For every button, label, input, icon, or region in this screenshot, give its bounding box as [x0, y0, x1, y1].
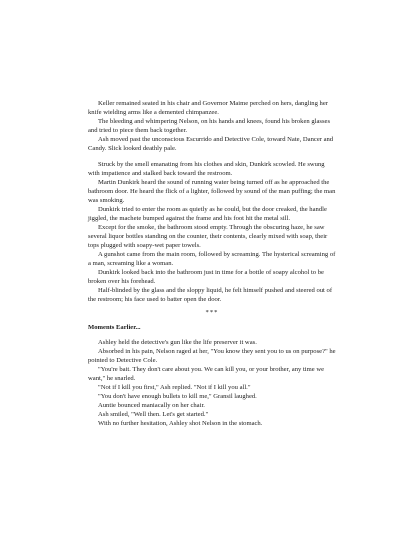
paragraph: Absorbed in his pain, Nelson raged at her, "You know they sent you to us on purpose?" he pointed to Detective Cole.: [88, 348, 336, 364]
paragraph: Half-blinded by the glass and the sloppy liquid, he felt himself pushed and steered out of the restroom; his face used to batter open the door.: [88, 287, 333, 303]
paragraph: The bleeding and whimpering Nelson, on his hands and knees, found his broken glasses and tried to piece them back together.: [88, 118, 331, 134]
paragraph: "You're bait. They don't care about you. We can kill you, or your brother, any time we want," he snarled.: [88, 366, 325, 382]
section-heading: Moments Earlier...: [88, 324, 141, 331]
paragraph: "You don't have enough bullets to kill me," Gransil laughed.: [98, 393, 257, 400]
paragraph: Dunkirk looked back into the bathroom just in time for a bottle of soapy alcohol to be broken over his forehead.: [88, 269, 324, 285]
paragraph: "Not if I kill you first," Ash replied. "Not if I kill you all.": [98, 384, 251, 391]
paragraph: Struck by the smell emanating from his clothes and skin, Dunkirk scowled. He swung with impatience and stalked back toward the restroom.: [88, 161, 325, 177]
story-text: [88, 99, 336, 428]
paragraph: Except for the smoke, the bathroom stood empty. Through the obscuring haze, he saw several liquor bottles standing on the counter, their contents, clearly mixed with soap, their tops plugged with soapy-wet paper towels.: [88, 224, 328, 249]
paragraph: Keller remained seated in his chair and Governor Maime perched on hers, dangling her knife wielding arms like a demented chimpanzee.: [88, 100, 328, 116]
paragraph: Dunkirk tried to enter the room as quietly as he could, but the door creaked, the handle jiggled, the machete bumped against the frame and his foot hit the metal sill.: [88, 206, 327, 222]
paragraph: With no further hesitation, Ashley shot Nelson in the stomach.: [98, 420, 263, 427]
paragraph: Ash smiled, "Well then. Let's get started.": [98, 411, 209, 418]
paragraph: Ashley held the detective's gun like the life preserver it was.: [98, 339, 257, 346]
scene-separator: ***: [205, 309, 219, 316]
paragraph: Ash moved past the unconscious Escurrido and Detective Cole, toward Nate, Dancer and Candy. Slick looked deathly pale.: [88, 136, 334, 152]
paragraph-gap: [88, 153, 336, 160]
paragraph: A gunshot came from the main room, followed by screaming. The hysterical screaming of a man, screaming like a woman.: [88, 251, 336, 267]
paragraph: Martin Dunkirk heard the sound of running water being turned off as he approached the bathroom door. He heard the flick of a lighter, followed by sound of the man puffing; the man was smoking.: [88, 179, 336, 204]
paragraph: Auntie bounced maniacally on her chair.: [98, 402, 205, 409]
